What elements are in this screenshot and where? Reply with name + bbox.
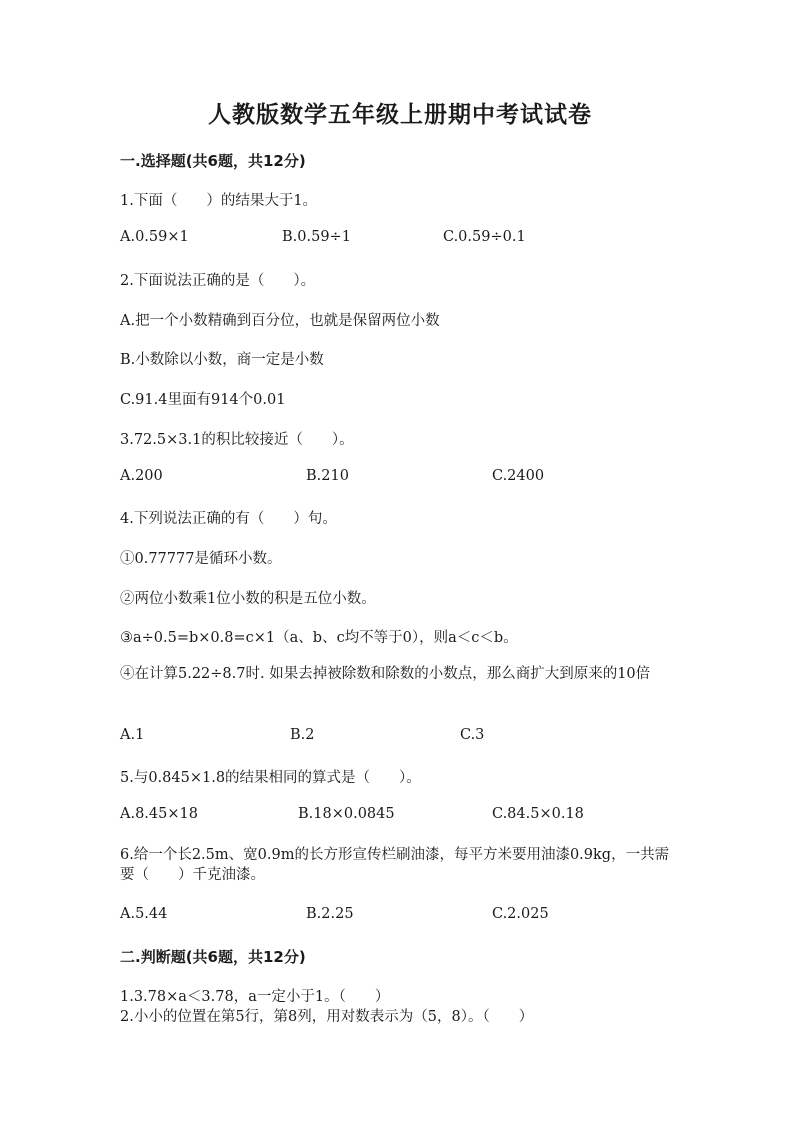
question-2-option-c: C.91.4里面有914个0.01 — [120, 392, 286, 408]
question-1-stem: 1.下面（ ）的结果大于1。 — [120, 193, 318, 209]
question-6-option-a: A.5.44 — [120, 906, 168, 922]
question-6-option-b: B.2.25 — [306, 906, 354, 922]
question-2-stem: 2.下面说法正确的是（ ）。 — [120, 273, 316, 289]
question-3-option-b: B.210 — [306, 468, 349, 484]
question-3-stem: 3.72.5×3.1的积比较接近（ ）。 — [120, 432, 354, 448]
question-3-option-a: A.200 — [120, 468, 163, 484]
section-true-false-heading: 二.判断题(共6题，共12分) — [120, 948, 306, 966]
question-4-statement-3: ③a÷0.5=b×0.8=c×1（a、b、c均不等于0），则a＜c＜b。 — [120, 630, 518, 646]
question-4-option-b: B.2 — [290, 727, 315, 743]
question-2-option-a: A.把一个小数精确到百分位，也就是保留两位小数 — [120, 313, 440, 329]
exam-title: 人教版数学五年级上册期中考试试卷 — [208, 102, 592, 128]
question-1-option-c: C.0.59÷0.1 — [443, 229, 526, 245]
question-2-option-b: B.小数除以小数，商一定是小数 — [120, 352, 324, 368]
question-3-option-c: C.2400 — [492, 468, 545, 484]
question-6-option-c: C.2.025 — [492, 906, 549, 922]
question-5-stem: 5.与0.845×1.8的结果相同的算式是（ ）。 — [120, 770, 421, 786]
question-5-option-a: A.8.45×18 — [120, 806, 198, 822]
question-1-option-b: B.0.59÷1 — [282, 229, 351, 245]
question-5-option-b: B.18×0.0845 — [298, 806, 395, 822]
section-multiple-choice-heading: 一.选择题(共6题，共12分) — [120, 152, 306, 170]
question-4-statement-2: ②两位小数乘1位小数的积是五位小数。 — [120, 591, 376, 607]
judgment-1: 1.3.78×a＜3.78，a一定小于1。（ ） — [120, 989, 390, 1005]
judgment-2: 2.小小的位置在第5行，第8列，用对数表示为（5，8）。（ ） — [120, 1009, 534, 1025]
question-1-option-a: A.0.59×1 — [120, 229, 189, 245]
question-4-statement-4: ④在计算5.22÷8.7时. 如果去掉被除数和除数的小数点，那么商扩大到原来的10倍 — [120, 666, 651, 682]
question-4-option-a: A.1 — [120, 727, 145, 743]
question-4-statement-1: ①0.77777是循环小数。 — [120, 551, 282, 567]
question-5-option-c: C.84.5×0.18 — [492, 806, 584, 822]
question-4-option-c: C.3 — [460, 727, 485, 743]
question-4-stem: 4.下列说法正确的有（ ）句。 — [120, 511, 337, 527]
question-6-stem: 6.给一个长2.5m、宽0.9m的长方形宣传栏刷油漆，每平方米要用油漆0.9kg，一共需要（ ）千克油漆。 — [120, 847, 670, 883]
